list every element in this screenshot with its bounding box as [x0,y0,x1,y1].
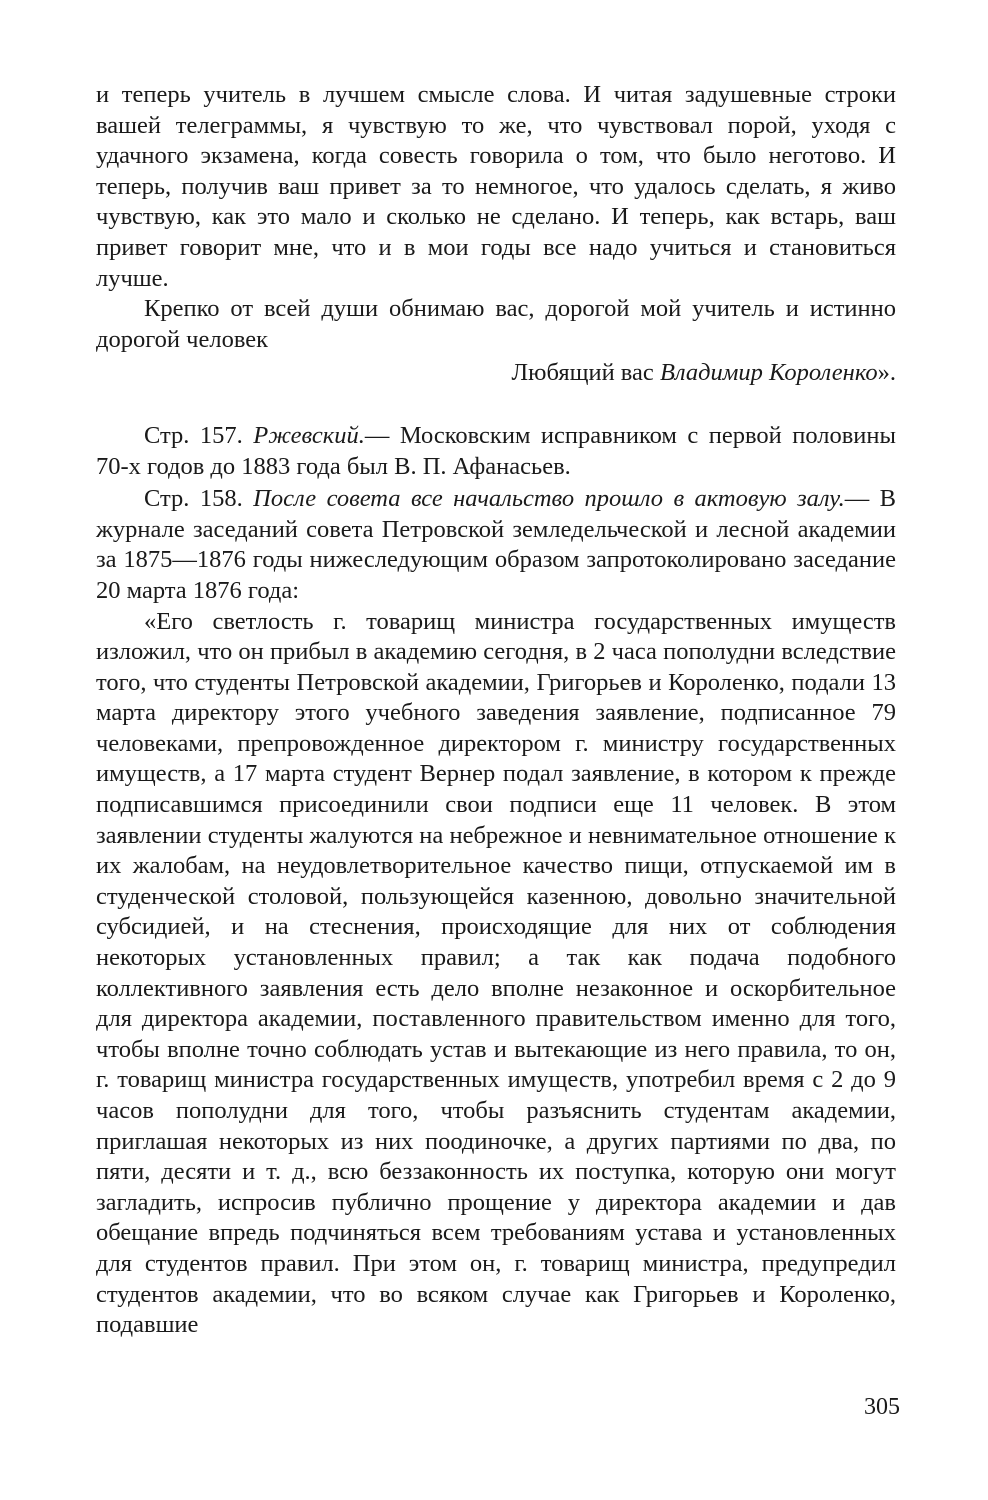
signature-suffix: ». [877,359,896,387]
signature-name: Владимир Короленко [659,359,878,387]
letter-signature [96,358,896,389]
paragraph-quoted-protocol: «Его светлость г. товарищ министра государственных имуществ изложил, что он прибыл в академию сегодня, в 2 часа пополудни вследствие того, что студенты Петровской академии, Григорьев и Короленко, подали 13 марта директору этого учебного заведения заявление, подписанное 79 человеками, препровожденное директором г. министру государственных имуществ, а 17 марта студент Вернер подал заявление, в котором к прежде подписавшимся присоединили свои подписи еще 11 человек. В этом заявлении студенты жалуются на небрежное и невнимательное отношение к их жалобам, на неудовлетворительное качество пищи, отпускаемой им в студенческой столовой, пользующейся казенною, довольно значительной субсидией, и на стеснения, происходящие для них от соблюдения некоторых установленных правил; а так как подача подобного коллективного заявления есть дело вполне незаконное и оскорбительное для директора академии, поставленного правительством именно для того, чтобы вполне точно соблюдать устав и вытекающие из него правила, то он, г. товарищ министра государственных имуществ, употребил время с 2 до 9 часов пополудни для того, чтобы разъяснить студентам академии, приглашая некоторых из них поодиночке, а других партиями по два, по пяти, десяти и т. д., всю беззаконность их поступка, которую они могут загладить, испросив публично прощение у директора академии и дав обещание впредь подчиняться всем требованиям устава и установленных для студентов правил. При этом он, г. товарищ министра, предупредил студентов академии, что во всяком случае как Григорьев и Короленко, подавшие [96,607,896,1339]
signature-prefix: Любящий вас [511,359,660,387]
note-text: — Московским исправником с первой половины 70-х годов до 1883 года был В. П. Афанасьев. [96,421,896,480]
note-page-158 [96,484,896,606]
note-term: Ржевский. [253,421,365,449]
page-body [96,80,896,1341]
note-term: После совета все начальство прошло в актовую залу. [253,485,845,513]
page-number: 305 [864,1394,900,1420]
paragraph-letter-continuation: и теперь учитель в лучшем смысле слова. И читая задушевные строки вашей телеграммы, я чувствую то же, что чувствовал порой, уходя с удачного экзамена, когда совесть говорила о том, что было неготово. И теперь, получив ваш привет за то немногое, что удалось сделать, я живо чувствую, как это мало и сколько не сделано. И теперь, как встарь, ваш привет говорит мне, что и в мои годы все надо учиться и становиться лучше. [96,81,896,292]
note-page-157 [96,421,896,482]
note-reference: Стр. 157. [144,421,254,449]
note-reference: Стр. 158. [144,485,254,513]
note-text: — В журнале заседаний совета Петровской земледельческой и лесной академии за 1875—1876 годы нижеследующим образом запротоколировано заседание 20 марта 1876 года: [96,485,896,604]
section-gap [96,389,896,421]
paragraph-letter-closing: Крепко от всей души обнимаю вас, дорогой мой учитель и истинно дорогой человек [96,295,896,353]
